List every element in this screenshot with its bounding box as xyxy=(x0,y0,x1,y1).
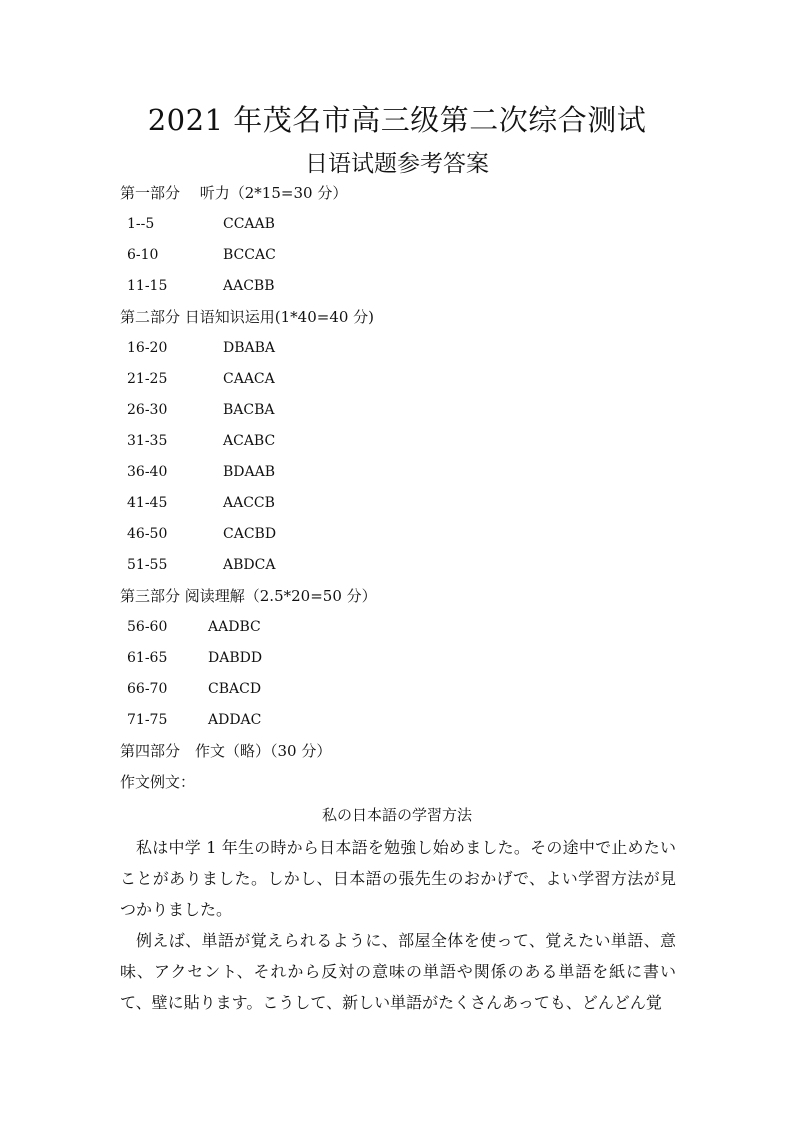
answer-letters: DBABA xyxy=(223,340,276,356)
answer-letters: CAACA xyxy=(223,371,275,387)
answer-letters: ABDCA xyxy=(223,557,276,573)
essay-example-label: 作文例文： xyxy=(120,773,196,791)
question-range: 61-65 xyxy=(127,650,168,666)
question-range: 1--5 xyxy=(127,216,155,232)
answer-row xyxy=(120,240,720,271)
question-range: 31-35 xyxy=(127,433,168,449)
answer-row xyxy=(120,705,720,736)
answer-row xyxy=(120,519,720,550)
essay-body xyxy=(120,832,676,1018)
answer-letters: CCAAB xyxy=(223,216,275,232)
answer-letters: BDAAB xyxy=(223,464,276,480)
answer-letters: AACBB xyxy=(223,278,275,294)
question-range: 71-75 xyxy=(127,712,168,728)
answer-row xyxy=(120,550,720,581)
answer-letters: AADBC xyxy=(208,619,261,635)
question-range: 46-50 xyxy=(127,526,168,542)
section-heading-reading: 第三部分 阅读理解（2.5*20=50 分） xyxy=(120,587,377,605)
section-heading-language-knowledge: 第二部分 日语知识运用(1*40=40 分) xyxy=(120,308,375,326)
question-range: 6-10 xyxy=(127,247,159,263)
answer-row xyxy=(120,209,720,240)
answer-letters: BCCAC xyxy=(223,247,276,263)
question-range: 26-30 xyxy=(127,402,168,418)
document-subtitle: 日语试题参考答案 xyxy=(305,151,489,177)
question-range: 16-20 xyxy=(127,340,168,356)
question-range: 36-40 xyxy=(127,464,168,480)
question-range: 51-55 xyxy=(127,557,168,573)
answer-key xyxy=(120,178,720,798)
answer-row xyxy=(120,426,720,457)
answer-row xyxy=(120,643,720,674)
answer-row xyxy=(120,488,720,519)
question-range: 66-70 xyxy=(127,681,168,697)
answer-letters: ACABC xyxy=(223,433,276,449)
question-range: 56-60 xyxy=(127,619,168,635)
answer-row xyxy=(120,457,720,488)
answer-letters: AACCB xyxy=(223,495,275,511)
answer-row xyxy=(120,612,720,643)
answer-letters: BACBA xyxy=(223,402,275,418)
question-range: 11-15 xyxy=(127,278,168,294)
essay-paragraph: 私は中学 1 年生の時から日本語を勉強し始めました。その途中で止めたいことがありました。しかし、日本語の張先生のおかげで、よい学習方法が見つかりました。 xyxy=(120,838,676,919)
answer-letters: ADDAC xyxy=(208,712,262,728)
question-range: 21-25 xyxy=(127,371,168,387)
answer-row xyxy=(120,271,720,302)
essay-paragraph: 例えば、単語が覚えられるように、部屋全体を使って、覚えたい単語、意味、アクセント、それから反対の意味の単語や関係のある単語を紙に書いて、壁に貼ります。こうして、新しい単語がたくさんあっても、どんどん覚 xyxy=(120,931,676,1012)
answer-row xyxy=(120,364,720,395)
answer-row xyxy=(120,395,720,426)
answer-letters: DABDD xyxy=(208,650,263,666)
answer-row xyxy=(120,333,720,364)
section-heading-listening: 第一部分 听力（2*15=30 分） xyxy=(120,184,348,202)
answer-letters: CBACD xyxy=(208,681,262,697)
document-title: 2021 年茂名市高三级第二次综合测试 xyxy=(147,103,647,137)
section-heading-writing: 第四部分 作文（略）（30 分） xyxy=(120,742,332,760)
answer-letters: CACBD xyxy=(223,526,277,542)
essay-title: 私の日本語の学習方法 xyxy=(321,806,472,824)
question-range: 41-45 xyxy=(127,495,168,511)
answer-row xyxy=(120,674,720,705)
